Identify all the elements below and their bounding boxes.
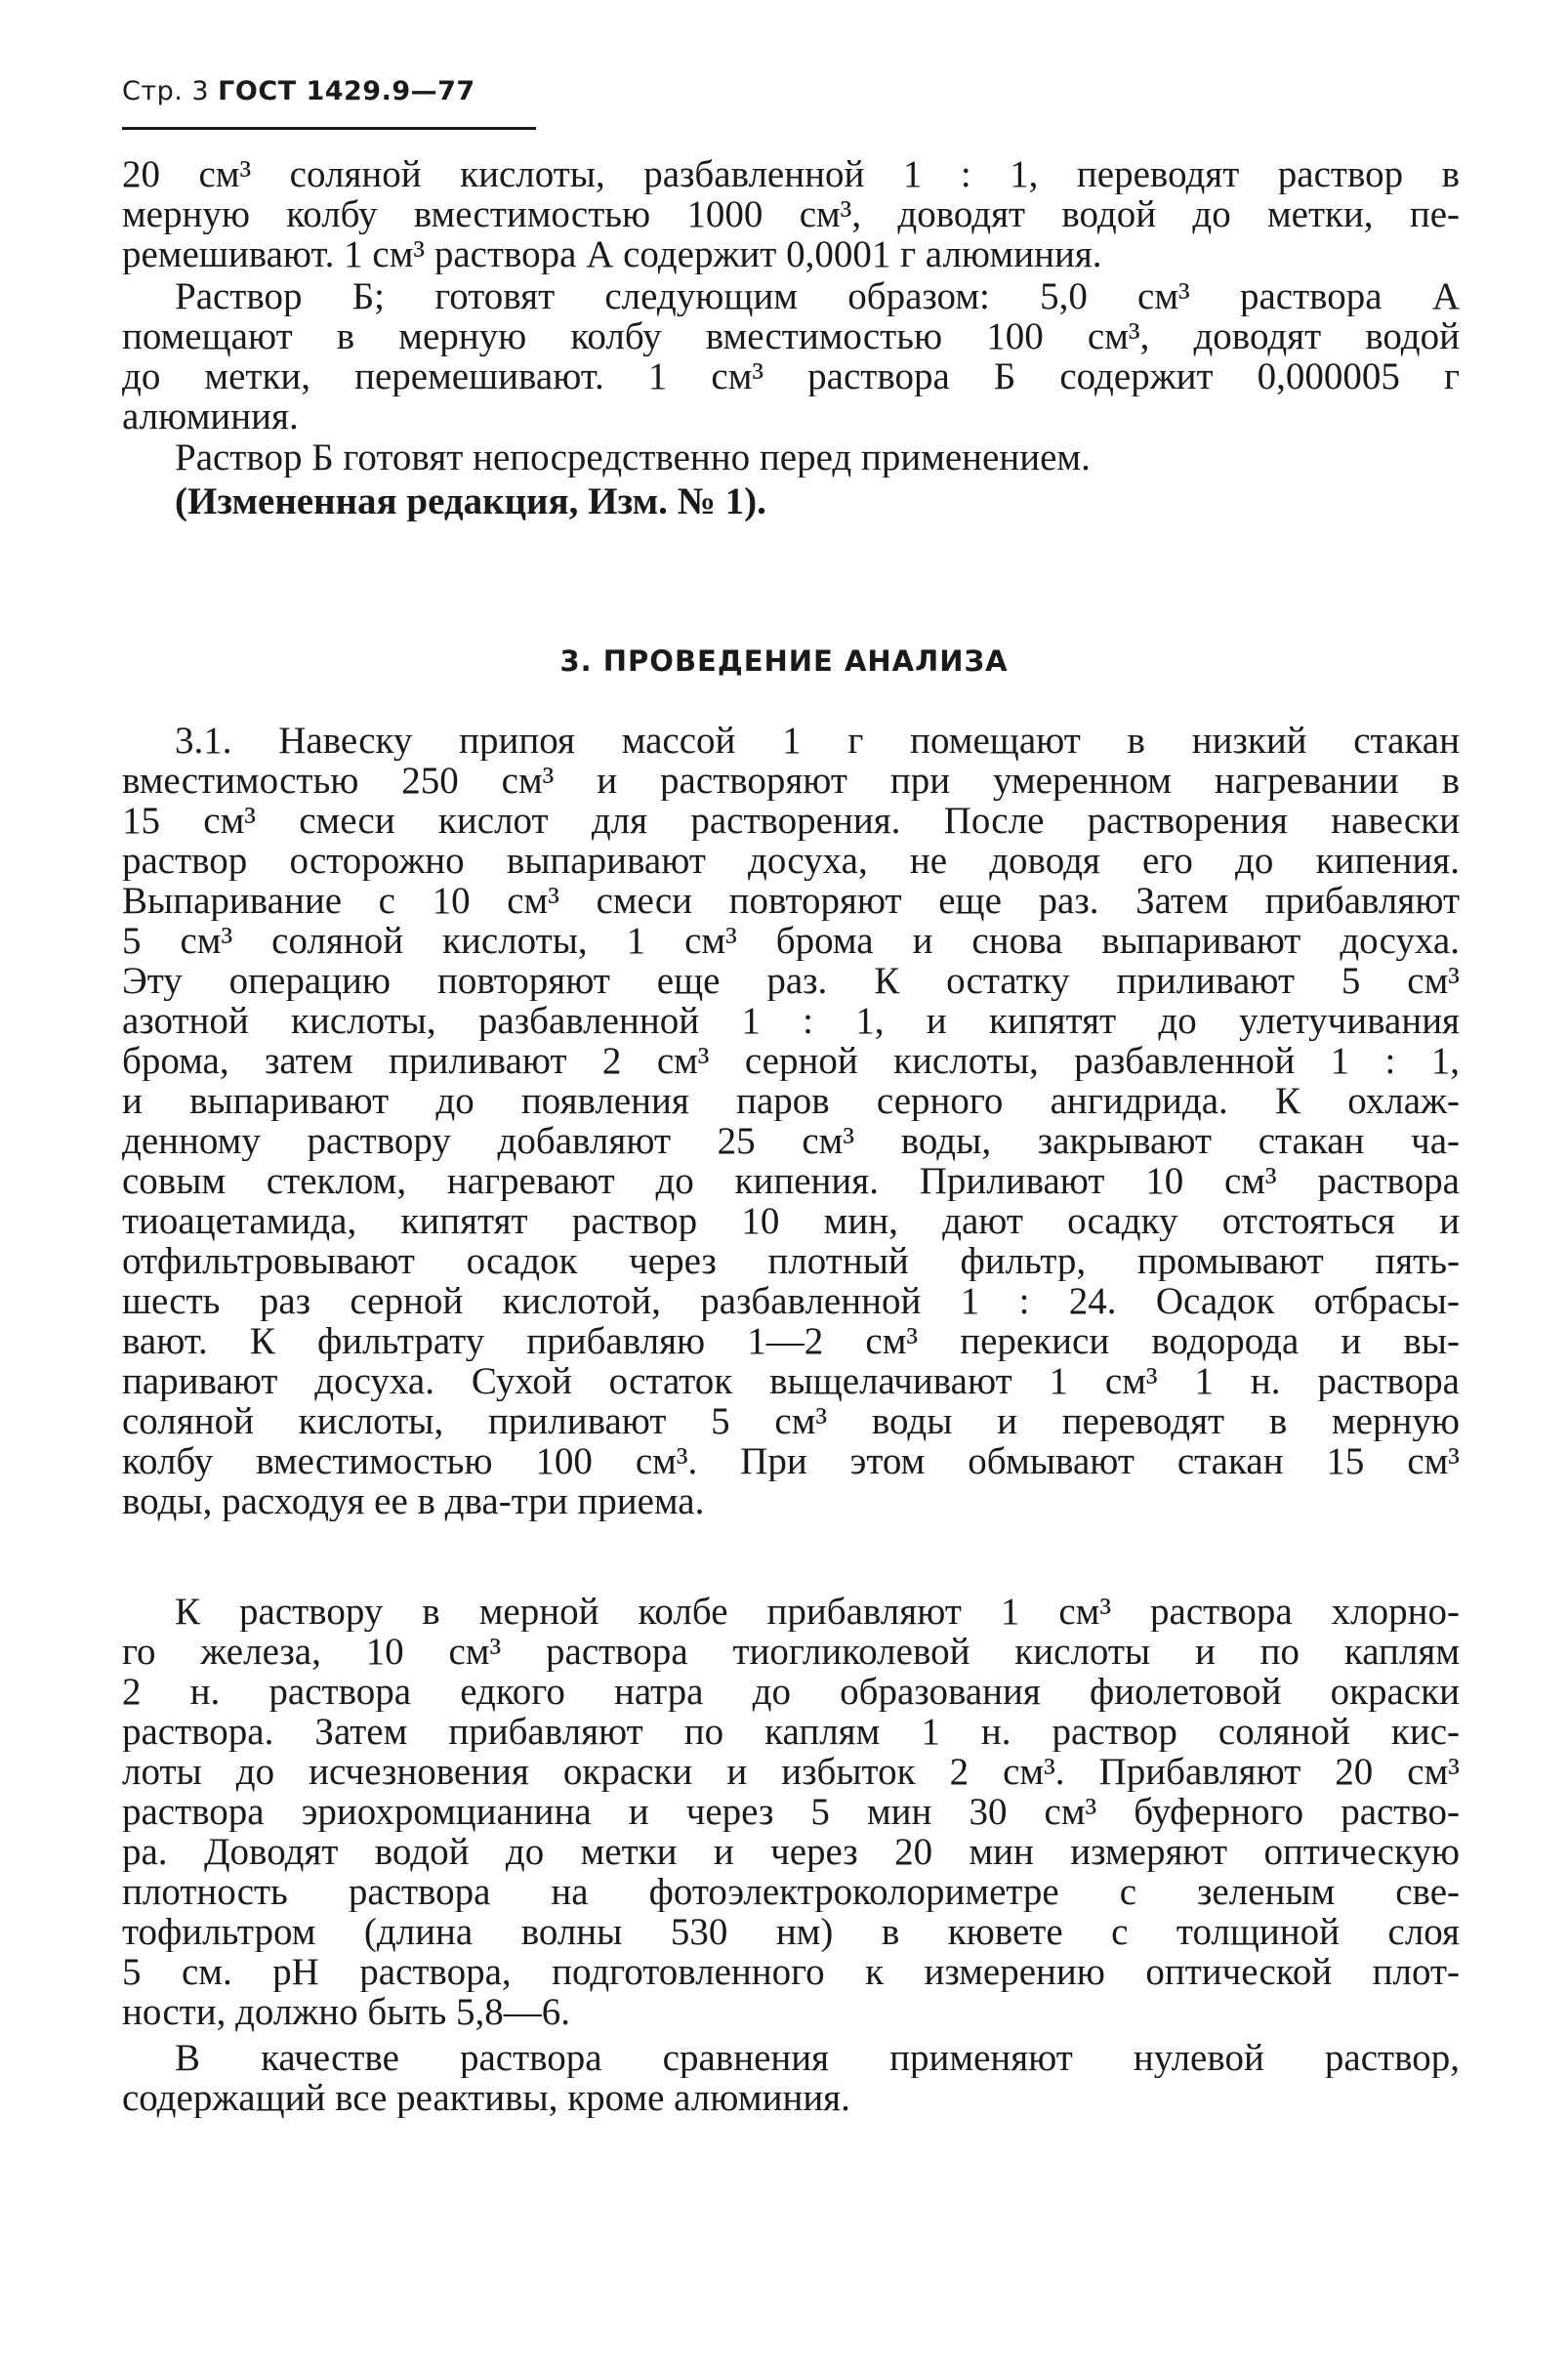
solution-b-note [122,437,1460,477]
text-line: до метки, перемешивают. 1 см³ раствора Б содержит 0,000005 г [122,356,1460,396]
amendment-note [122,481,1460,521]
amendment-label: (Измененная редакция, Изм. № 1). [175,481,766,521]
text-line: отфильтровывают осадок через плотный фильтр, промывают пять- [122,1241,1460,1281]
text-line: Раствор Б готовят непосредственно перед применением. [175,437,1091,477]
header-divider [122,127,536,130]
text-line: брома, затем приливают 2 см³ серной кислоты, разбавленной 1 : 1, [122,1041,1460,1081]
text-line: ности, должно быть 5,8—6. [122,1992,571,2032]
text-line: алюминия. [122,396,299,436]
intro-paragraph [122,154,1460,274]
text-line: Раствор Б; готовят следующим образом: 5,0 см³ раствора А [175,276,1460,316]
text-line: лоты до исчезновения окраски и избыток 2 см³. Прибавляют 20 см³ [122,1752,1460,1792]
text-line: тиоацетамида, кипятят раствор 10 мин, дают осадку отстояться и [122,1201,1460,1241]
text-line: совым стеклом, нагревают до кипения. Приливают 10 см³ раствора [122,1161,1460,1201]
text-line: 5 см. pH раствора, подготовленного к измерению оптической плот- [122,1952,1460,1992]
text-line: Выпаривание с 10 см³ смеси повторяют еще раз. Затем прибавляют [122,881,1460,921]
paragraph-flask-procedure [122,1592,1460,2032]
text-line: раствор осторожно выпаривают досуха, не доводя его до кипения. [122,841,1460,881]
text-line: соляной кислоты, приливают 5 см³ воды и переводят в мерную [122,1401,1460,1441]
text-line: Эту операцию повторяют еще раз. К остатку приливают 5 см³ [122,961,1460,1001]
text-line: 15 см³ смеси кислот для растворения. После растворения навески [122,801,1460,841]
text-line: В качестве раствора сравнения применяют нулевой раствор, [175,2038,1460,2078]
text-line: паривают досуха. Сухой остаток выщелачивают 1 см³ 1 н. раствора [122,1361,1460,1401]
page-header [122,76,475,106]
standard-code: ГОСТ 1429.9—77 [218,76,475,106]
text-line: и выпаривают до появления паров серного ангидрида. К охлаж- [122,1081,1460,1121]
paragraph-3-1 [122,721,1460,1521]
text-line: К раствору в мерной колбе прибавляют 1 см³ раствора хлорно- [175,1592,1460,1632]
text-line: плотность раствора на фотоэлектроколориметре с зеленым све- [122,1872,1460,1912]
text-line: содержащий все реактивы, кроме алюминия. [122,2078,850,2118]
text-line: вместимостью 250 см³ и растворяют при умеренном нагревании в [122,761,1460,801]
text-line: 20 см³ соляной кислоты, разбавленной 1 : 1, переводят раствор в [122,154,1460,194]
text-line: азотной кислоты, разбавленной 1 : 1, и кипятят до улетучивания [122,1001,1460,1041]
text-line: тофильтром (длина волны 530 нм) в кювете с толщиной слоя [122,1912,1460,1952]
text-line: ремешивают. 1 см³ раствора А содержит 0,0001 г алюминия. [122,234,1102,274]
section-title: 3. ПРОВЕДЕНИЕ АНАЛИЗА [559,644,1009,678]
text-line: 2 н. раствора едкого натра до образования фиолетовой окраски [122,1672,1460,1712]
text-line: колбу вместимостью 100 см³. При этом обмывают стакан 15 см³ [122,1441,1460,1481]
text-line: 5 см³ соляной кислоты, 1 см³ брома и снова выпаривают досуха. [122,921,1460,961]
text-line: раствора. Затем прибавляют по каплям 1 н. раствор соляной кис- [122,1712,1460,1752]
text-line: шесть раз серной кислотой, разбавленной 1 : 24. Осадок отбрасы- [122,1281,1460,1321]
text-line: мерную колбу вместимостью 1000 см³, доводят водой до метки, пе- [122,194,1460,234]
text-line: раствора эриохромцианина и через 5 мин 30 см³ буферного раство- [122,1792,1460,1832]
solution-b-paragraph [122,276,1460,436]
page-number-label: Стр. 3 [122,76,210,106]
text-line: го железа, 10 см³ раствора тиогликолевой кислоты и по каплям [122,1632,1460,1672]
text-line: помещают в мерную колбу вместимостью 100 см³, доводят водой [122,316,1460,356]
text-line: воды, расходуя ее в два-три приема. [122,1481,705,1521]
text-line: денному раствору добавляют 25 см³ воды, закрывают стакан ча- [122,1121,1460,1161]
paragraph-reference-solution [122,2038,1460,2118]
text-line: 3.1. Навеску припоя массой 1 г помещают в низкий стакан [175,721,1460,761]
text-line: ра. Доводят водой до метки и через 20 мин измеряют оптическую [122,1832,1460,1872]
text-line: вают. К фильтрату прибавляю 1—2 см³ перекиси водорода и вы- [122,1321,1460,1361]
